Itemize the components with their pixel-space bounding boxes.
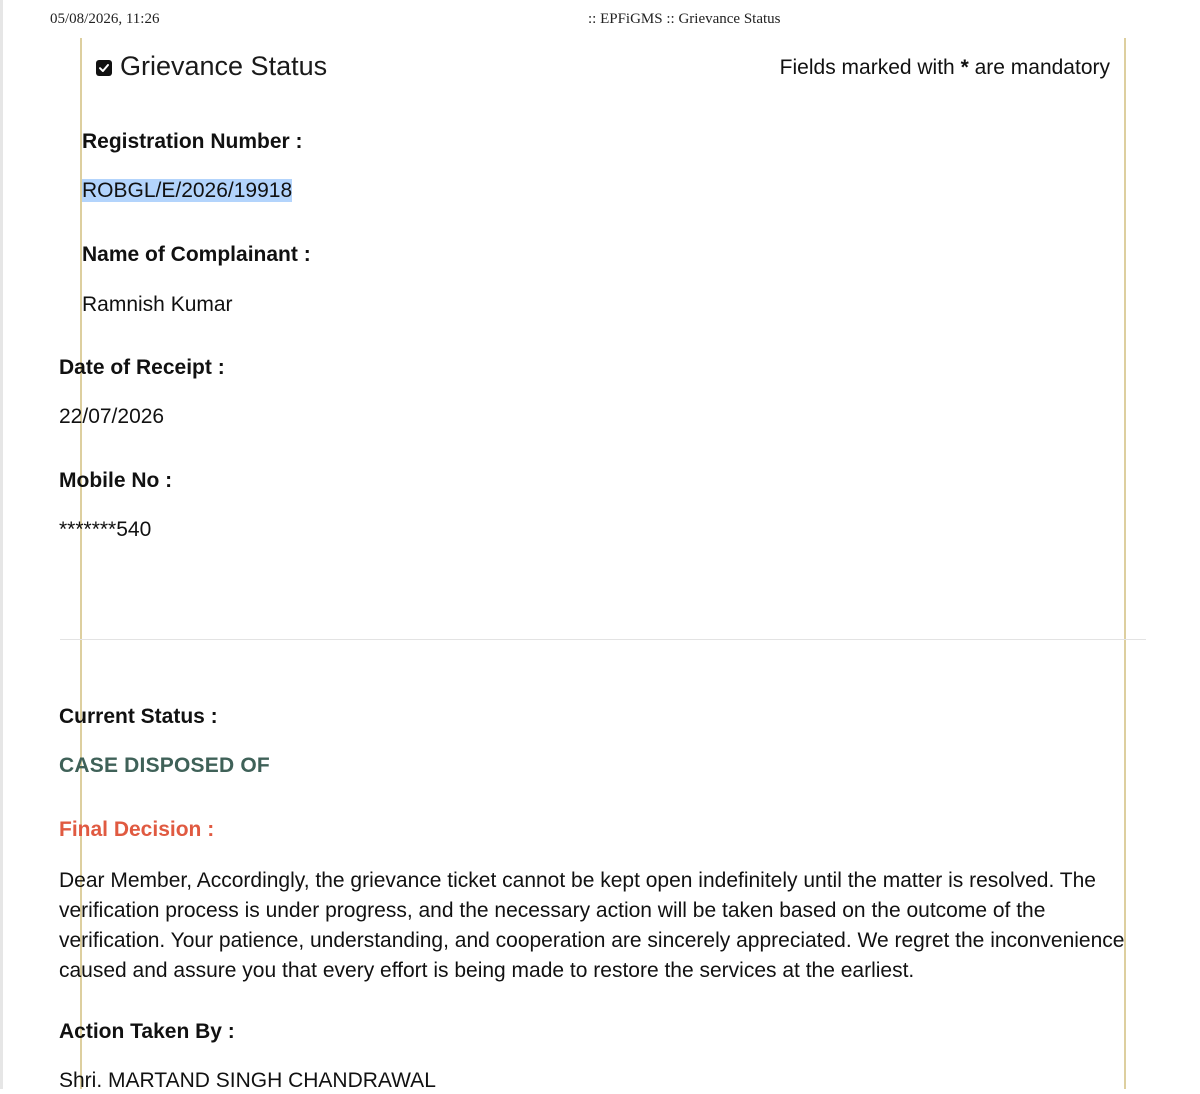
action-taken-by-label: Action Taken By :: [59, 1020, 235, 1043]
current-status-value: CASE DISPOSED OF: [59, 754, 270, 777]
receipt-date-label: Date of Receipt :: [59, 356, 225, 379]
mandatory-note-suffix: are mandatory: [968, 56, 1110, 79]
registration-number-value[interactable]: [82, 178, 292, 204]
mobile-number-label: Mobile No :: [59, 469, 173, 492]
mandatory-star: *: [960, 56, 969, 79]
print-header: [0, 11, 1200, 31]
final-decision-text: Dear Member, Accordingly, the grievance ticket cannot be kept open indefinitely until the matter is resolved. The verification process is under progress, and the necessary action will be taken based on the outcome of the verification. Your patience, understanding, and cooperation are sincerely appreciated. We regret the inconvenience caused and assure you that every effort is being made to restore the services at the earliest.: [59, 869, 1125, 982]
mandatory-fields-note: [780, 55, 1110, 81]
mandatory-note-prefix: Fields marked with: [779, 56, 961, 79]
page-title: Grievance Status: [120, 51, 328, 81]
final-decision-label: Final Decision :: [59, 818, 215, 841]
action-taken-by-value: Shri. MARTAND SINGH CHANDRAWAL: [59, 1069, 436, 1092]
print-page-title: :: EPFiGMS :: Grievance Status: [588, 11, 781, 27]
complainant-name-label: Name of Complainant :: [82, 243, 311, 266]
page-edge: [0, 0, 3, 1089]
checkbox-checked-icon: [96, 60, 112, 76]
mobile-number-value: *******540: [59, 518, 152, 541]
registration-number-text: ROBGL/E/2026/19918: [82, 179, 293, 202]
print-datetime: 05/08/2026, 11:26: [50, 11, 160, 27]
receipt-date-value: 22/07/2026: [59, 405, 165, 428]
section-divider: [60, 639, 1146, 640]
registration-number-label: Registration Number :: [82, 130, 303, 153]
page-heading: [96, 50, 327, 82]
complainant-name-value: Ramnish Kumar: [82, 293, 233, 316]
current-status-label: Current Status :: [59, 705, 218, 728]
